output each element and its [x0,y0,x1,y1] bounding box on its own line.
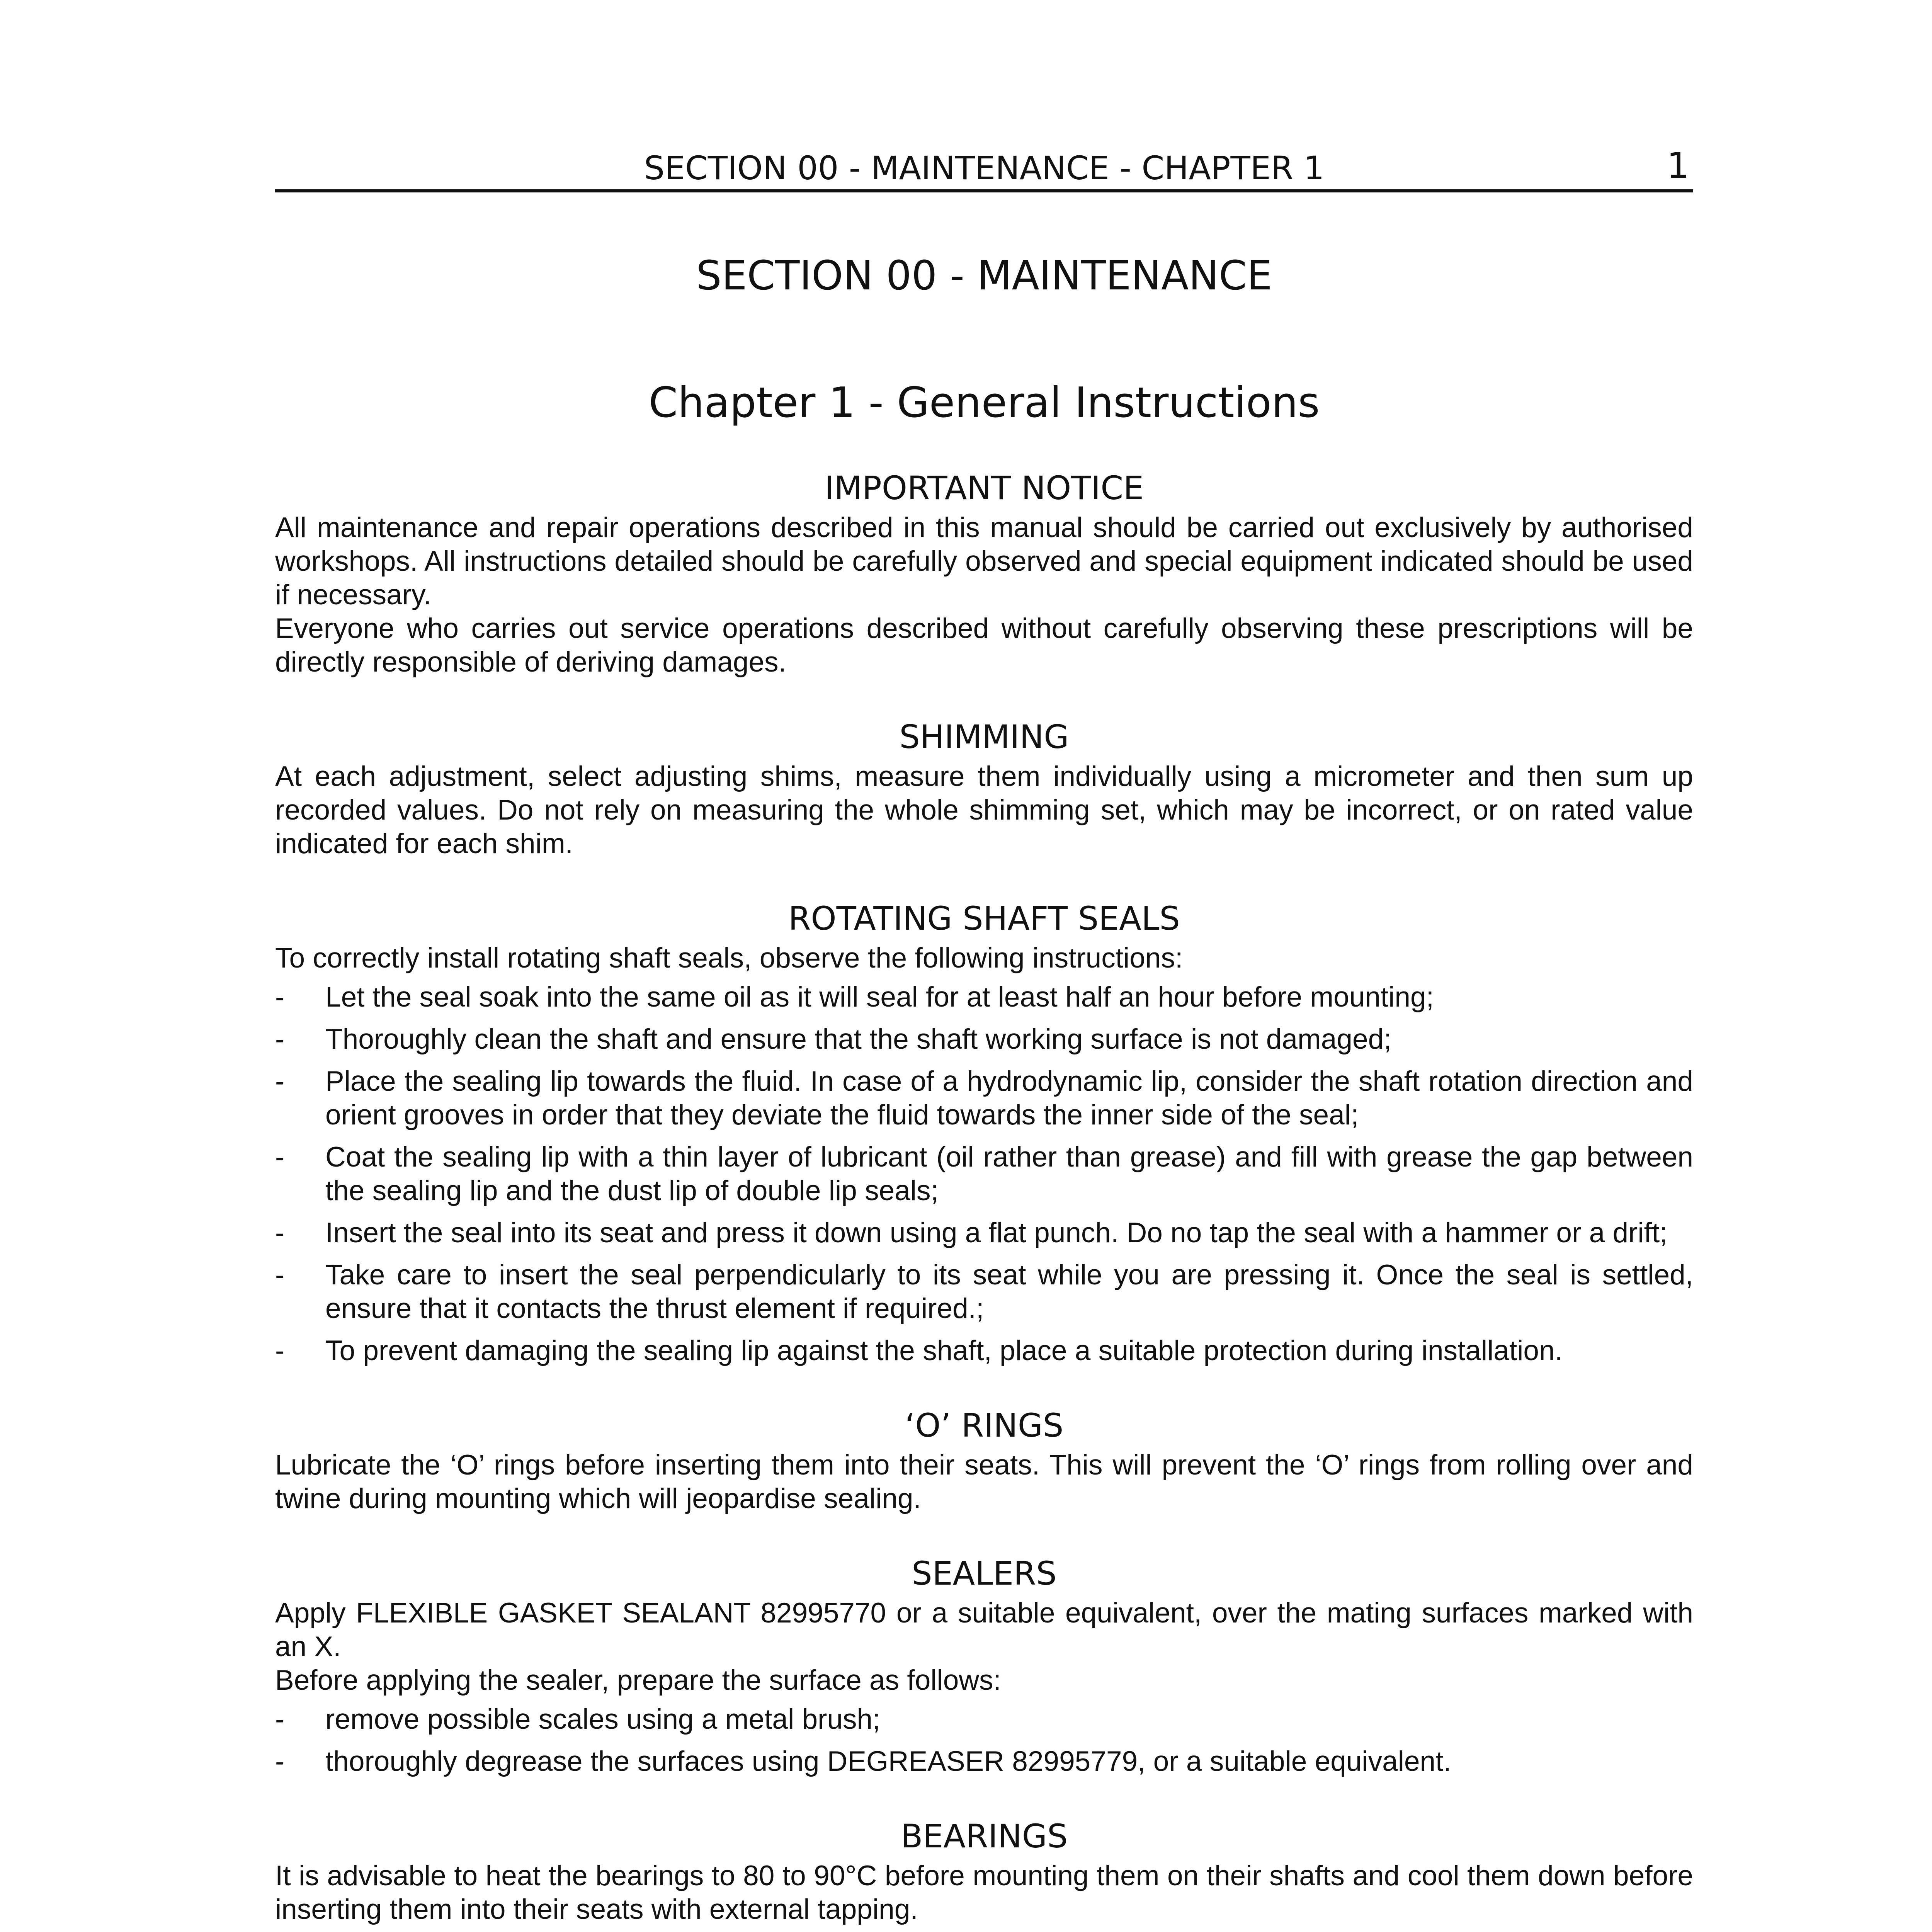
list-item-text: Let the seal soak into the same oil as it will seal for at least half an hour before mounting; [325,981,1434,1013]
bullet-dash: - [275,1024,285,1055]
running-header-title: SECTION 00 - MAINTENANCE - CHAPTER 1 [644,149,1325,187]
section-title: SECTION 00 - MAINTENANCE [696,252,1272,299]
list-item-text: Coat the sealing lip with a thin layer of lubricant (oil rather than grease) and fill with grease the gap between the sealing lip and the dust lip of double lip seals; [325,1141,1693,1206]
rotating-shaft-seals-list [275,980,1693,1367]
o-rings-block [275,1404,1693,1515]
sealers-paragraph: Apply FLEXIBLE GASKET SEALANT 82995770 or a suitable equivalent, over the mating surfaces marked with an X. [275,1597,1693,1662]
list-item [275,1702,1693,1736]
o-rings-paragraph: Lubricate the ‘O’ rings before inserting them into their seats. This will prevent the ‘O’ rings from rolling over and twine during mounting which will jeopardise sealing. [275,1449,1693,1514]
o-rings-heading: ‘O’ RINGS [905,1406,1064,1444]
important-notice-heading: IMPORTANT NOTICE [824,469,1144,507]
list-item-text: Thoroughly clean the shaft and ensure that the shaft working surface is not damaged; [325,1024,1392,1055]
page-number: 1 [1667,145,1689,186]
shimming-heading: SHIMMING [899,718,1069,756]
list-item-text: Place the sealing lip towards the fluid. In case of a hydrodynamic lip, consider the shaft rotation direction and orient grooves in order that they deviate the fluid towards the inner side of the seal; [325,1066,1693,1131]
bearings-heading: BEARINGS [900,1817,1068,1855]
bearings-paragraph: It is advisable to heat the bearings to 80 to 90°C before mounting them on their shafts and cool them down before inserting them into their seats with external tapping. [275,1860,1693,1925]
list-item [275,1216,1693,1250]
list-item-text: Insert the seal into its seat and press it down using a flat punch. Do no tap the seal with a hammer or a drift; [325,1217,1668,1248]
bullet-dash: - [275,1704,285,1735]
bullet-dash: - [275,981,285,1013]
important-notice-paragraph: All maintenance and repair operations described in this manual should be carried out exclusively by authorised workshops. All instructions detailed should be carefully observed and special equipment indicated should be used if necessary. [275,512,1693,611]
list-item [275,1022,1693,1056]
important-notice-paragraph: Everyone who carries out service operations described without carefully observing these prescriptions will be directly responsible of deriving damages. [275,613,1693,678]
bullet-dash: - [275,1217,285,1248]
bullet-dash: - [275,1141,285,1173]
rotating-shaft-seals-intro: To correctly install rotating shaft seals, observe the following instructions: [275,942,1183,974]
bullet-dash: - [275,1335,285,1366]
rotating-shaft-seals-heading: ROTATING SHAFT SEALS [788,900,1180,937]
list-item [275,1258,1693,1325]
list-item [275,1334,1693,1367]
bullet-dash: - [275,1746,285,1777]
list-item [275,980,1693,1014]
list-item [275,1140,1693,1208]
list-item [275,1745,1693,1778]
list-item-text: thoroughly degrease the surfaces using DEGREASER 82995779, or a suitable equivalent. [325,1746,1451,1777]
manual-page [275,139,1693,1932]
bearings-block [275,1815,1693,1926]
sealers-list [275,1702,1693,1778]
list-item-text: remove possible scales using a metal brush; [325,1704,881,1735]
rotating-shaft-seals-block [275,897,1693,1367]
list-item-text: Take care to insert the seal perpendicularly to its seat while you are pressing it. Once the seal is settled, ensure that it contacts the thrust element if required.; [325,1259,1693,1324]
sealers-block [275,1552,1693,1778]
sealers-heading: SEALERS [912,1554,1057,1592]
important-notice-block [275,467,1693,679]
sealers-prep-paragraph: Before applying the sealer, prepare the surface as follows: [275,1665,1001,1696]
list-item-text: To prevent damaging the sealing lip against the shaft, place a suitable protection during installation. [325,1335,1563,1366]
list-item [275,1065,1693,1132]
chapter-title: Chapter 1 - General Instructions [648,379,1320,427]
shimming-paragraph: At each adjustment, select adjusting shims, measure them individually using a micrometer and then sum up recorded values. Do not rely on measuring the whole shimming set, which may be incorrect, or on rated value indicated for each shim. [275,761,1693,859]
bullet-dash: - [275,1259,285,1291]
shimming-block [275,716,1693,861]
bullet-dash: - [275,1066,285,1097]
running-header [275,139,1693,192]
